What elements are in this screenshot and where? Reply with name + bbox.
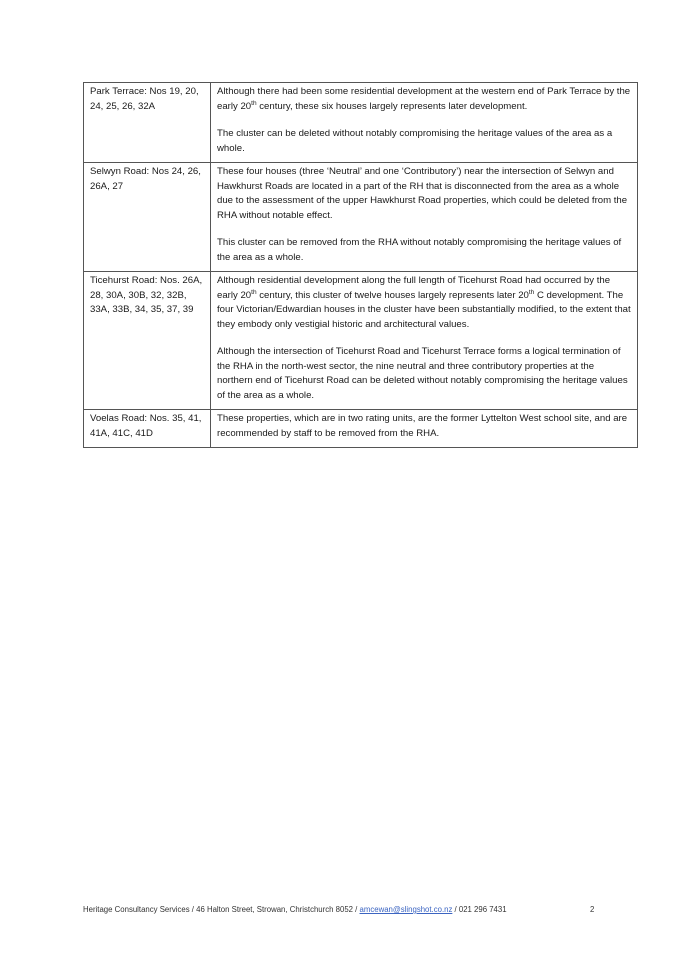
description-paragraph	[217, 127, 631, 156]
description-paragraph	[217, 85, 631, 114]
page-number: 2	[590, 905, 595, 914]
paragraph-text: The cluster can be deleted without notably compromising the heritage values of the area as a whole.	[217, 128, 613, 154]
table-row	[84, 83, 638, 163]
table-row	[84, 410, 638, 448]
location-cell: Voelas Road: Nos. 35, 41, 41A, 41C, 41D	[84, 410, 211, 448]
paragraph-text: Although there had been some residential development at the western end of Park Terrace by the early 20	[217, 86, 631, 112]
heritage-table	[83, 82, 638, 448]
page-footer	[83, 905, 598, 915]
location-cell: Park Terrace: Nos 19, 20, 24, 25, 26, 32A	[84, 83, 211, 163]
paragraph-text: Although the intersection of Ticehurst Road and Ticehurst Terrace forms a logical termination of the RHA in the north-west sector, the nine neutral and three contributory properties at the northern end of Ticehurst Road can be deleted without notably compromising the heritage values of the area as a whole.	[217, 346, 628, 401]
paragraph-text: century, these six houses largely represents later development.	[256, 100, 528, 112]
description-paragraph	[217, 165, 631, 223]
paragraph-text: C development. The four Victorian/Edwardian houses in the cluster have been substantially modified, to the extent that they embody only vestigial historic and architectural values.	[217, 289, 631, 330]
ordinal-suffix: th	[251, 99, 257, 107]
description-cell	[211, 83, 638, 163]
description-paragraph	[217, 274, 631, 332]
description-paragraph	[217, 236, 631, 265]
description-paragraph	[217, 412, 631, 441]
footer-email-link[interactable]: amcewan@slingshot.co.nz	[359, 905, 453, 914]
footer-phone: / 021 296 7431	[452, 905, 507, 914]
paragraph-text: This cluster can be removed from the RHA without notably compromising the heritage values of the area as a whole.	[217, 237, 622, 263]
ordinal-suffix: th	[251, 288, 257, 296]
paragraph-text: These properties, which are in two rating units, are the former Lyttelton West school site, and are recommended by staff to be removed from the RHA.	[217, 413, 628, 439]
location-cell: Selwyn Road: Nos 24, 26, 26A, 27	[84, 163, 211, 272]
paragraph-text: Although residential development along the full length of Ticehurst Road had occurred by the early 20	[217, 275, 611, 301]
ordinal-suffix: th	[528, 288, 535, 296]
paragraph-text: These four houses (three ‘Neutral’ and one ‘Contributory’) near the intersection of Selwyn and Hawkhurst Roads are located in a part of the RH that is disconnected from the area as a whole due to the assessment of the upper Hawkhurst Road properties, which could be deleted from the RHA without notable effect.	[217, 166, 628, 221]
paragraph-text: century, this cluster of twelve houses largely represents later 20	[256, 289, 529, 301]
table-row	[84, 163, 638, 272]
heritage-table-body	[84, 83, 638, 448]
footer-address: Heritage Consultancy Services / 46 Halton Street, Strowan, Christchurch 8052 /	[83, 905, 360, 914]
table-row	[84, 272, 638, 410]
description-cell	[211, 163, 638, 272]
description-cell	[211, 272, 638, 410]
location-cell: Ticehurst Road: Nos. 26A, 28, 30A, 30B, 32, 32B, 33A, 33B, 34, 35, 37, 39	[84, 272, 211, 410]
description-paragraph	[217, 345, 631, 403]
description-cell	[211, 410, 638, 448]
